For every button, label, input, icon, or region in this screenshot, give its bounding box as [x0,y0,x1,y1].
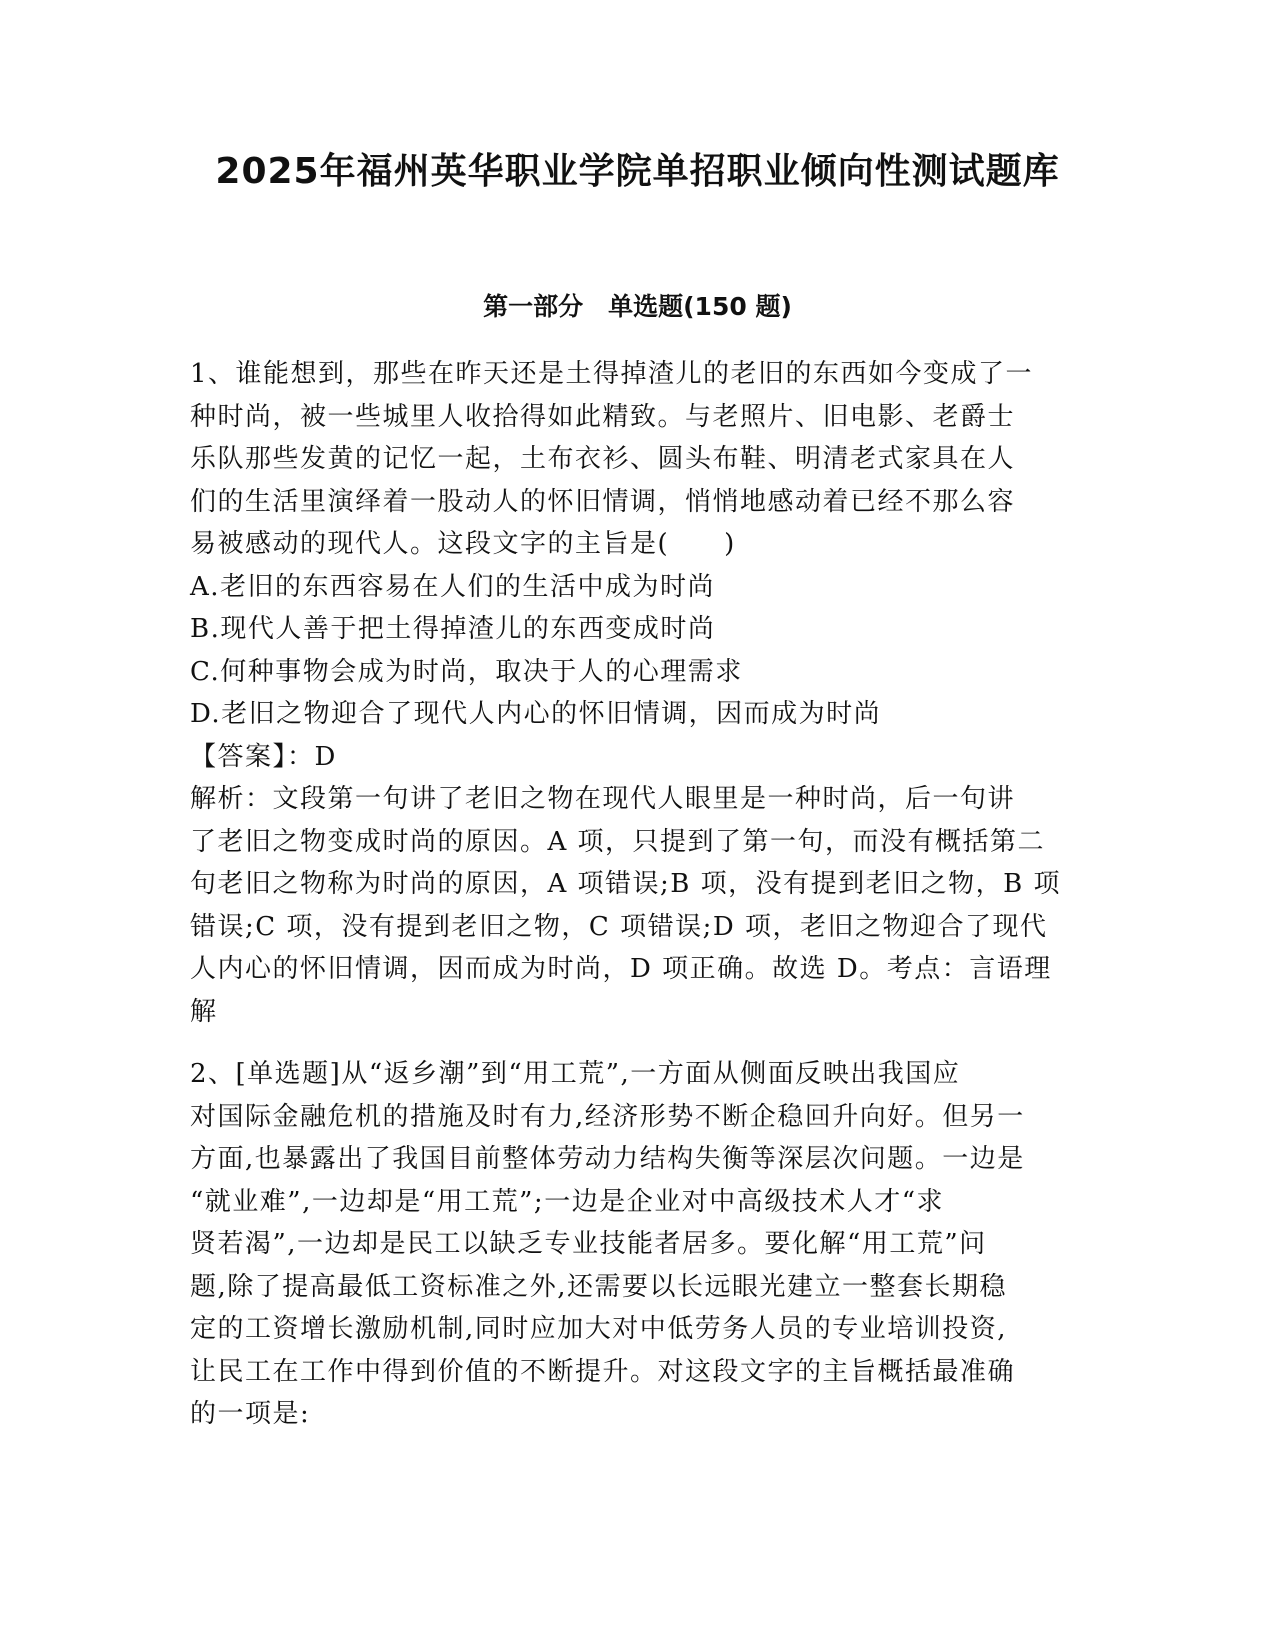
question-stem-line: 易被感动的现代人。这段文字的主旨是( ) [190,529,736,559]
analysis-line: 错误;C 项，没有提到老旧之物，C 项错误;D 项，老旧之物迎合了现代 [190,911,1048,942]
question-stem-line: 题,除了提高最低工资标准之外,还需要以长远眼光建立一整套长期稳 [190,1271,1008,1302]
question-stem-line: 1、谁能想到，那些在昨天还是土得掉渣儿的老旧的东西如今变成了一 [190,359,1034,389]
option-d: D.老旧之物迎合了现代人内心的怀旧情调，因而成为时尚 [190,699,882,729]
question-stem-line: 对国际金融危机的措施及时有力,经济形势不断企稳回升向好。但另一 [190,1101,1025,1132]
question-stem-line: 方面,也暴露出了我国目前整体劳动力结构失衡等深层次问题。一边是 [190,1144,1025,1174]
question-1 [190,353,1080,1033]
question-stem-line: 的一项是: [190,1399,311,1429]
option-c: C.何种事物会成为时尚，取决于人的心理需求 [190,656,743,687]
question-stem-line: 们的生活里演绎着一股动人的怀旧情调，悄悄地感动着已经不那么容 [190,486,1016,517]
analysis-line: 句老旧之物称为时尚的原因，A 项错误;B 项，没有提到老旧之物，B 项 [190,869,1062,899]
question-stem-line: 贤若渴”,一边却是民工以缺乏专业技能者居多。要化解“用工荒”问 [190,1229,987,1259]
question-stem-line: 让民工在工作中得到价值的不断提升。对这段文字的主旨概括最准确 [190,1356,1016,1387]
option-b: B.现代人善于把土得掉渣儿的东西变成时尚 [190,614,716,644]
question-2 [190,1053,1080,1436]
section-title: 第一部分 单选题(150 题) [483,292,792,321]
document-title: 2025年福州英华职业学院单招职业倾向性测试题库 [215,151,1060,192]
analysis-line: 解析：文段第一句讲了老旧之物在现代人眼里是一种时尚，后一句讲 [190,784,1016,814]
question-stem-line: 2、[单选题]从“返乡潮”到“用工荒”,一方面从侧面反映出我国应 [190,1059,961,1089]
option-a: A.老旧的东西容易在人们的生活中成为时尚 [190,571,716,602]
question-stem-line: 乐队那些发黄的记忆一起，土布衣衫、圆头布鞋、明清老式家具在人 [190,444,1016,474]
analysis-line: 人内心的怀旧情调，因而成为时尚，D 项正确。故选 D。考点：言语理 [190,954,1052,984]
question-stem-line: 定的工资增长激励机制,同时应加大对中低劳务人员的专业培训投资, [190,1314,1008,1344]
analysis-line: 了老旧之物变成时尚的原因。A 项，只提到了第一句，而没有概括第二 [190,826,1046,857]
question-list [190,353,1080,1436]
analysis-line: 解 [190,996,218,1027]
question-stem-line: “就业难”,一边却是“用工荒”;一边是企业对中高级技术人才“求 [190,1186,944,1217]
question-stem-line: 种时尚，被一些城里人收拾得如此精致。与老照片、旧电影、老爵士 [190,401,1016,432]
answer-line: 【答案】：D [190,741,337,772]
